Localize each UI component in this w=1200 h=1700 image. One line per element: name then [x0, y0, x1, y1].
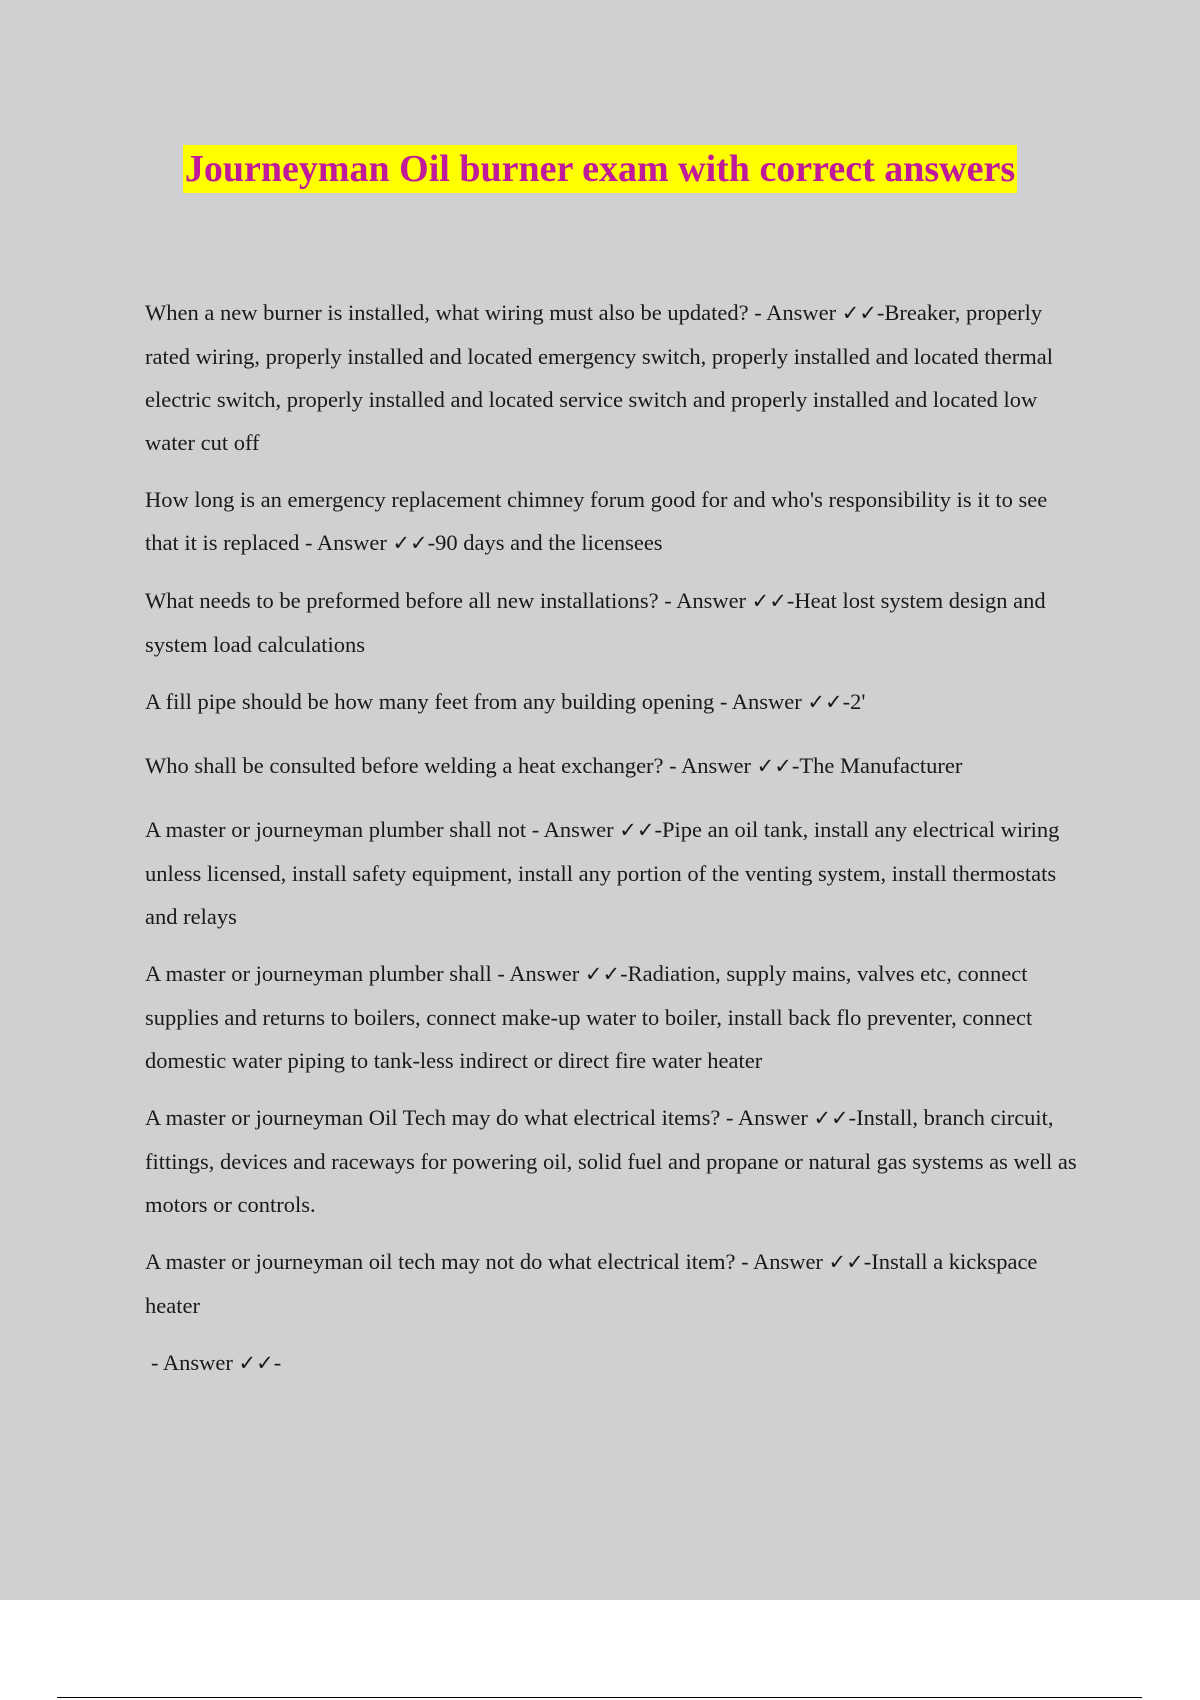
qa-question: A master or journeyman Oil Tech may do what electrical items? [145, 1105, 721, 1130]
check-icon: ✓✓ [813, 1106, 849, 1130]
qa-answer: -Install a kickspace heater [145, 1249, 1038, 1318]
qa-answer: -Radiation, supply mains, valves etc, connect supplies and returns to boilers, connect make-up water to boiler, install back flo preventer, connect domestic water piping to tank-less indirect or direct fire water heater [145, 961, 1033, 1073]
check-icon: ✓✓ [756, 754, 792, 778]
qa-answer: -Pipe an oil tank, install any electrical wiring unless licensed, install safety equipment, install any portion of the venting system, install thermostats and relays [145, 817, 1060, 929]
qa-item [145, 478, 1085, 565]
qa-answer: - [273, 1350, 282, 1375]
check-icon: ✓✓ [238, 1351, 274, 1375]
qa-item [145, 744, 1085, 788]
qa-item [145, 1096, 1085, 1226]
qa-answer: -Heat lost system design and system load calculations [145, 588, 1046, 657]
check-icon: ✓✓ [751, 589, 787, 613]
qa-item [145, 579, 1085, 666]
document-title: Journeyman Oil burner exam with correct answers [183, 145, 1017, 193]
qa-item [145, 680, 1085, 724]
check-icon: ✓✓ [392, 531, 428, 555]
qa-answer: -Breaker, properly rated wiring, properly installed and located emergency switch, properly installed and located thermal electric switch, properly installed and located service switch and properly installed and located low water cut off [145, 300, 1054, 455]
qa-item-trailing [145, 1341, 1085, 1385]
qa-answer: -The Manufacturer [791, 753, 963, 778]
qa-item [145, 952, 1085, 1082]
qa-item [145, 291, 1085, 464]
check-icon: ✓✓ [807, 690, 843, 714]
check-icon: ✓✓ [828, 1250, 864, 1274]
qa-answer-marker: - Answer [754, 300, 842, 325]
qa-list [145, 291, 1085, 1399]
qa-question: How long is an emergency replacement chimney forum good for and who's responsibility is it to see that it is replaced [145, 487, 1048, 555]
qa-question: A master or journeyman oil tech may not do what electrical item? [145, 1249, 736, 1274]
check-icon: ✓✓ [841, 301, 877, 325]
qa-answer-marker: - Answer [151, 1350, 239, 1375]
qa-answer-marker: - Answer [497, 961, 585, 986]
qa-question: A fill pipe should be how many feet from any building opening [145, 689, 715, 714]
qa-answer-marker: - Answer [531, 817, 620, 842]
qa-answer: -Install, branch circuit, fittings, devices and raceways for powering oil, solid fuel and propane or natural gas systems as well as motors or controls. [145, 1105, 1077, 1217]
qa-answer-marker: - Answer [669, 753, 757, 778]
qa-answer-marker: - Answer [741, 1249, 829, 1274]
qa-item [145, 808, 1085, 938]
qa-answer-marker: - Answer [664, 588, 752, 613]
check-icon: ✓✓ [584, 962, 621, 986]
check-icon: ✓✓ [619, 818, 655, 842]
qa-question: A master or journeyman plumber shall [145, 961, 492, 986]
qa-answer: -2' [842, 689, 866, 714]
footer-divider [57, 1697, 1142, 1698]
title-container [0, 145, 1200, 193]
qa-item [145, 1240, 1085, 1327]
qa-question: Who shall be consulted before welding a heat exchanger? [145, 753, 664, 778]
qa-answer-marker: - Answer [725, 1105, 814, 1130]
qa-question: A master or journeyman plumber shall not [145, 817, 527, 842]
qa-answer-marker: - Answer [719, 689, 808, 714]
qa-answer-marker: - Answer [304, 530, 393, 555]
qa-question: When a new burner is installed, what wiring must also be updated? [145, 300, 749, 325]
qa-answer: -90 days and the licensees [427, 530, 663, 555]
qa-question: What needs to be preformed before all new installations? [145, 588, 659, 613]
